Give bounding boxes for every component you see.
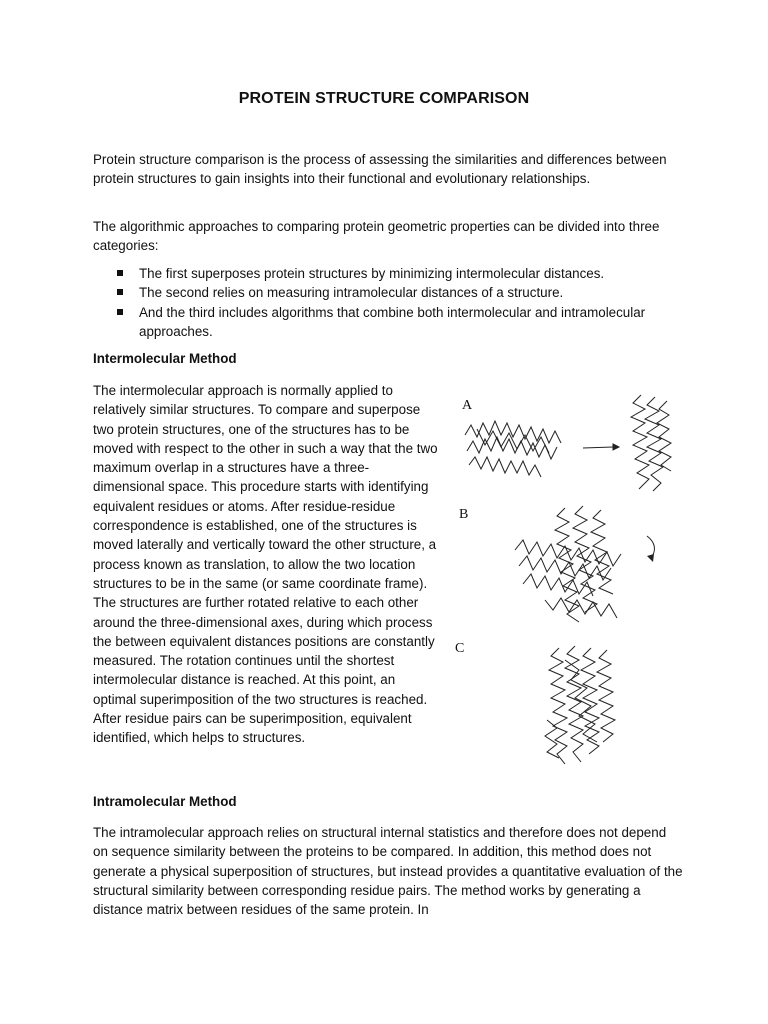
figure-label-a: A bbox=[462, 398, 473, 413]
list-item: The second relies on measuring intramolecular distances of a structure. bbox=[93, 283, 678, 302]
intramolecular-heading: Intramolecular Method bbox=[93, 794, 237, 809]
intro-paragraph: Protein structure comparison is the process of assessing the similarities and differences between protein structures to gain insights into their functional and evolutionary relationships. bbox=[93, 152, 667, 187]
intermolecular-paragraph: The intermolecular approach is normally applied to relatively similar structures. To compare and superpose two protein structures, one of the structures has to be moved with respect to the other in such a way that the two maximum overlap in a structures have a three-dimensional space. This procedure starts with identifying equivalent residues or atoms. After residue-residue correspondence is established, one of the structures is moved laterally and vertically toward the other structure, a process known as translation, to allow the two location structures to be in the same (or same coordinate frame). The structures are further rotated relative to each other around the three-dimensional axes, during which process the between equivalent distances positions are constantly measured. The rotation continues until the shortest intermolecular distance is reached. At this point, an optimal superimposition of the two structures is reached. After residue pairs can be superimposition, equivalent identified, which helps to structures. bbox=[93, 383, 438, 746]
helix-chain-a6 bbox=[645, 397, 663, 491]
approaches-paragraph: The algorithmic approaches to comparing protein geometric properties can be divided into three categories: bbox=[93, 219, 660, 254]
arrow-head bbox=[613, 444, 619, 450]
helix-chain-c4 bbox=[597, 650, 615, 742]
helix-chain-a3 bbox=[469, 457, 541, 477]
categories-list bbox=[93, 264, 678, 341]
list-item: And the third includes algorithms that combine both intermolecular and intramolecular approaches. bbox=[93, 303, 678, 342]
figure-c-structures bbox=[535, 640, 635, 775]
list-item: The first superposes protein structures by minimizing intermolecular distances. bbox=[93, 264, 678, 283]
helix-chain-b5 bbox=[573, 506, 597, 612]
figure-label-b: B bbox=[459, 507, 469, 522]
helix-chain-b7 bbox=[545, 598, 617, 618]
figure-a-structures bbox=[455, 385, 675, 505]
helix-chain-c1 bbox=[549, 648, 567, 764]
figure-label-c: C bbox=[455, 641, 465, 656]
intramolecular-paragraph: The intramolecular approach relies on structural internal statistics and therefore does not depend on sequence similarity between the proteins to be compared. In addition, this method does not generate a physical superposition of structures, but instead provides a quantitative evaluation of the structural similarity between corresponding residue pairs. The method works by generating a distance matrix between residues of the same protein. In bbox=[93, 825, 683, 918]
helix-chain-a1 bbox=[465, 421, 561, 443]
figure-b-structures bbox=[505, 500, 675, 635]
helix-chain-c5 bbox=[565, 660, 597, 742]
page-title: PROTEIN STRUCTURE COMPARISON bbox=[238, 90, 530, 107]
helix-chain-c2 bbox=[565, 646, 583, 762]
helix-chain-a5 bbox=[631, 395, 649, 489]
helix-chain-a2 bbox=[467, 437, 557, 459]
intermolecular-heading: Intermolecular Method bbox=[93, 351, 237, 366]
